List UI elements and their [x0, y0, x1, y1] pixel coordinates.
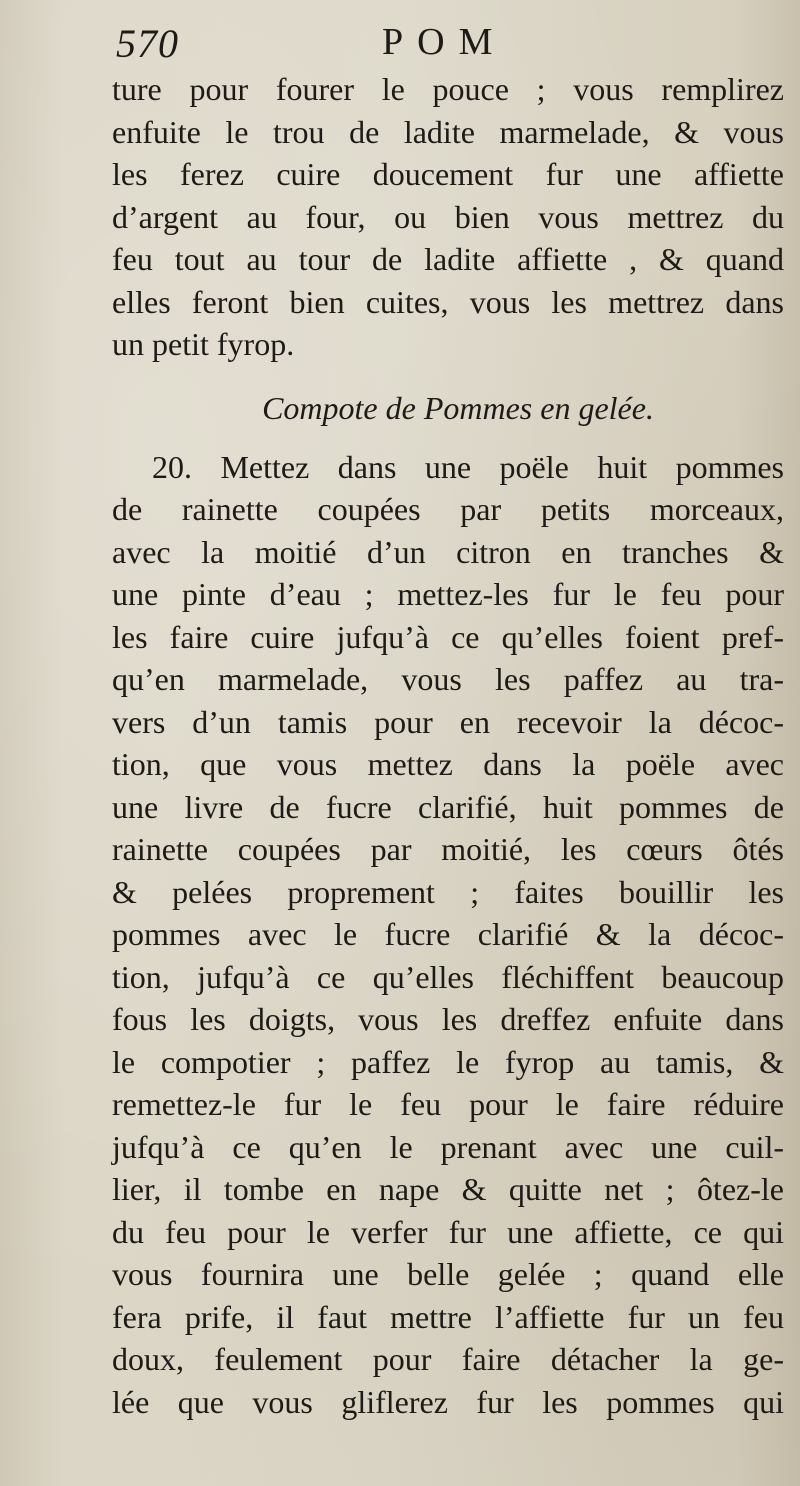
text-line: du feu pour le verfer fur une affiette, ce qui [112, 1213, 784, 1250]
text-line: de rainette coupées par petits morceaux, [112, 491, 784, 527]
text-line: tion, que vous mettez dans la poële avec [112, 746, 784, 782]
text-line: elles feront bien cuites, vous les mettrez dans [112, 283, 784, 320]
section-heading: Compote de Pommes en gelée. [262, 389, 654, 426]
page-header [112, 14, 782, 74]
text-line: feu tout au tour de ladite affiette , & quand [112, 241, 784, 277]
text-line: remettez-le fur le feu pour le faire réduire [112, 1086, 784, 1122]
text-line: lier, il tombe en nape & quitte net ; ôtez-le [112, 1171, 784, 1207]
text-line: fera prife, il faut mettre l’affiette fur un feu [112, 1298, 784, 1335]
text-line: jufqu’à ce qu’en le prenant avec une cuil- [112, 1128, 784, 1165]
text-line: & pelées proprement ; faites bouillir les [112, 873, 784, 910]
text-line: un petit fyrop. [112, 326, 295, 362]
text-line: enfuite le trou de ladite marmelade, & vous [112, 113, 784, 150]
text-line: lée que vous gliflerez fur les pommes qui [112, 1383, 784, 1420]
text-line: fous les doigts, vous les dreffez enfuite dans [112, 1001, 784, 1037]
text-line: tion, jufqu’à ce qu’elles fléchiffent beaucoup [112, 958, 784, 995]
running-head: POM [382, 21, 507, 63]
text-line: le compotier ; paffez le fyrop au tamis, & [112, 1043, 784, 1080]
page-number: 570 [116, 21, 179, 66]
text-line: les faire cuire jufqu’à ce qu’elles foient pref- [112, 618, 784, 655]
text-line: pommes avec le fucre clarifié & la décoc- [112, 916, 784, 952]
text-line: d’argent au four, ou bien vous mettrez du [112, 198, 784, 235]
text-line: qu’en marmelade, vous les paffez au tra- [112, 661, 784, 697]
text-line: avec la moitié d’un citron en tranches & [112, 533, 784, 570]
text-line: vous fournira une belle gelée ; quand elle [112, 1256, 784, 1292]
text-line: les ferez cuire doucement fur une affiette [112, 156, 784, 192]
text-line: une pinte d’eau ; mettez-les fur le feu pour [112, 576, 784, 612]
text-line: une livre de fucre clarifié, huit pommes de [112, 788, 784, 825]
text-line: doux, feulement pour faire détacher la ge- [112, 1341, 784, 1377]
text-line: ture pour fourer le pouce ; vous remplirez [112, 71, 784, 107]
body-text [112, 68, 784, 1423]
text-line: rainette coupées par moitié, les cœurs ôtés [112, 831, 784, 867]
text-line: vers d’un tamis pour en recevoir la décoc- [112, 703, 784, 740]
text-line: 20. Mettez dans une poële huit pommes [152, 448, 784, 485]
